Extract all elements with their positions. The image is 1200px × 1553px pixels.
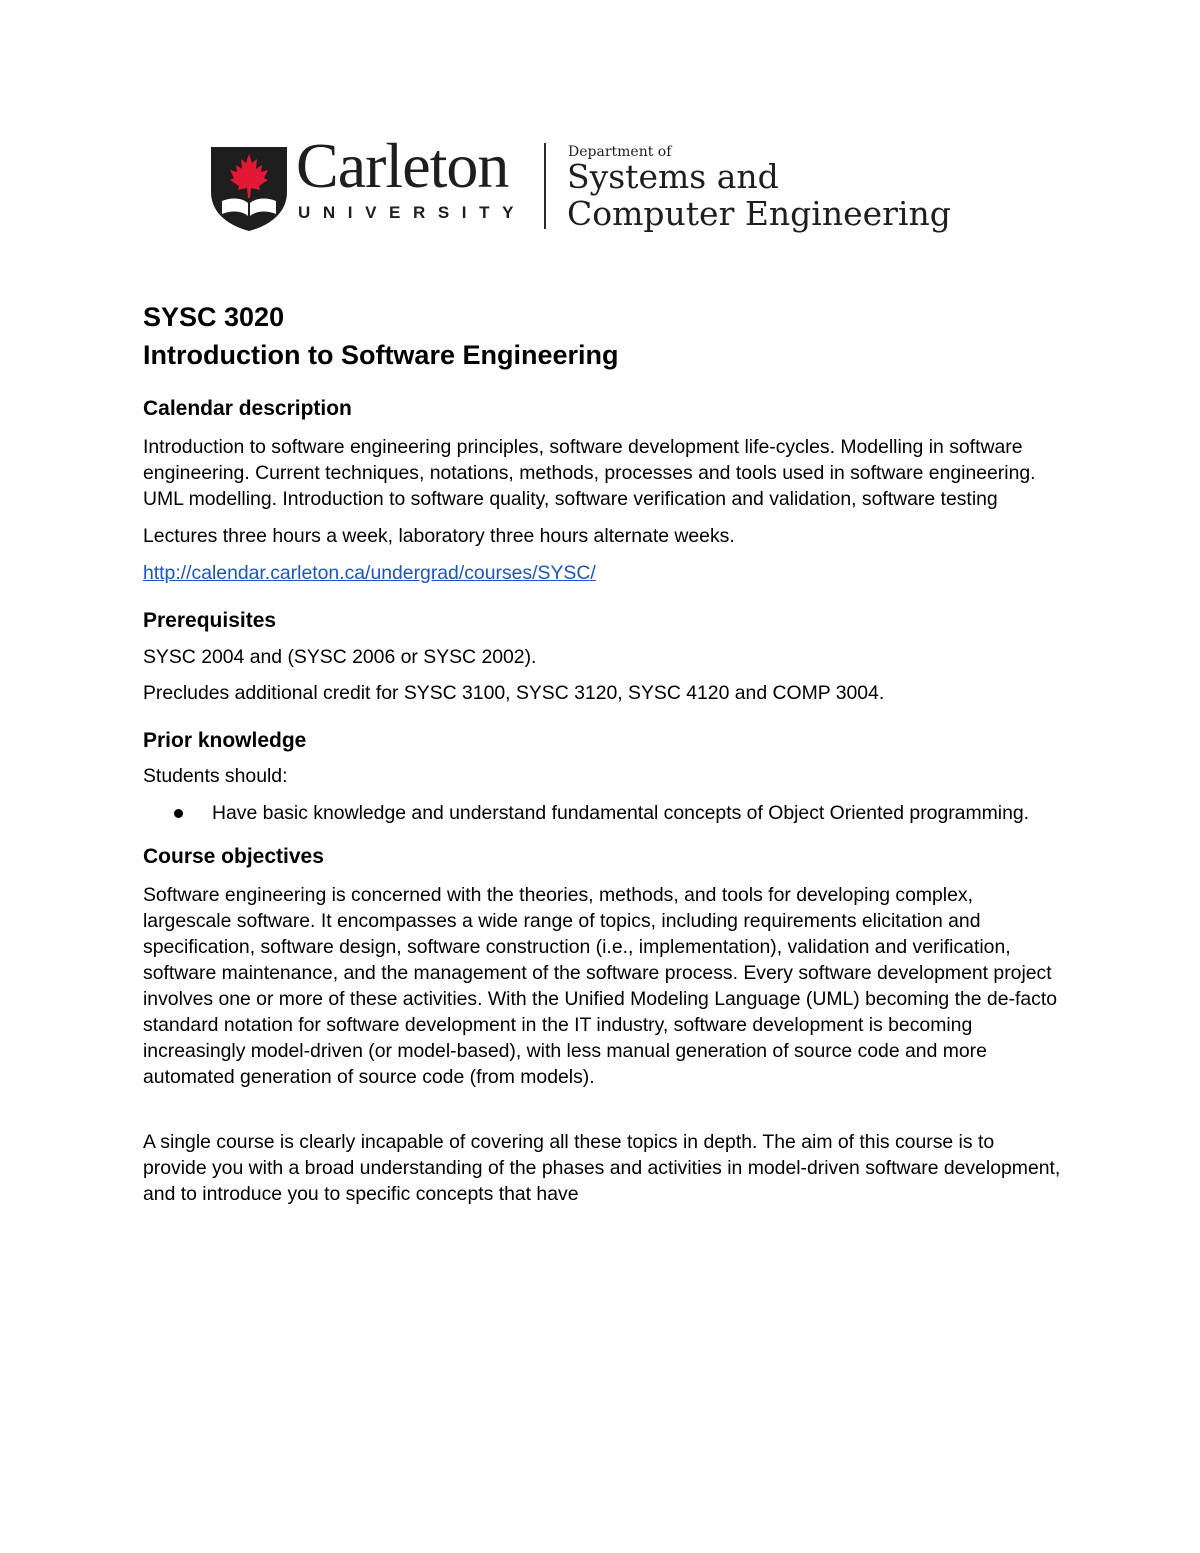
course-objectives-paragraph-2: A single course is clearly incapable of covering all these topics in depth. The aim of this course is to provide you with a broad understanding of the phases and activities in model-driven software development, and to introduce you to specific concepts that have — [143, 1131, 1061, 1206]
carleton-shield-icon — [210, 146, 288, 232]
department-name-line2: Computer Engineering — [567, 194, 951, 233]
calendar-link[interactable]: http://calendar.carleton.ca/undergrad/courses/SYSC/ — [143, 561, 596, 584]
prerequisites-requirement: SYSC 2004 and (SYSC 2006 or SYSC 2002). — [143, 645, 537, 668]
document-body — [143, 298, 1063, 1208]
bullet-icon — [174, 809, 183, 818]
course-objectives-paragraph-1: Software engineering is concerned with the theories, methods, and tools for developing complex, largescale software. It encompasses a wide range of topics, including requirements elicitation and specification, software design, software construction (i.e., implementation), validation and verification, software maintenance, and the management of the software process. Every software development project involves one or more of these activities. With the Unified Modeling Language (UML) becoming the de-facto standard notation for software development in the IT industry, software development is becoming increasingly model-driven (or model-based), with less manual generation of source code and more automated generation of source code (from models). — [143, 884, 1057, 1088]
prior-knowledge-list — [143, 801, 1063, 827]
department-header — [210, 130, 1010, 240]
university-wordmark: Carleton — [296, 130, 509, 201]
calendar-description-heading: Calendar description — [143, 397, 352, 420]
university-subtitle: UNIVERSITY — [298, 203, 527, 222]
prerequisites-precludes: Precludes additional credit for SYSC 3100, SYSC 3120, SYSC 4120 and COMP 3004. — [143, 682, 885, 705]
department-name-line1: Systems and — [567, 157, 779, 196]
prior-knowledge-heading: Prior knowledge — [143, 729, 307, 753]
course-code: SYSC 3020 — [143, 302, 285, 332]
calendar-schedule-text: Lectures three hours a week, laboratory three hours alternate weeks. — [143, 524, 735, 547]
course-objectives-heading: Course objectives — [143, 845, 324, 869]
calendar-link-paragraph — [143, 561, 1063, 587]
prior-knowledge-intro: Students should: — [143, 765, 288, 788]
department-prefix: Department of — [568, 144, 672, 160]
list-item-text: Have basic knowledge and understand fundamental concepts of Object Oriented programming. — [212, 802, 1030, 825]
header-divider — [544, 143, 546, 229]
calendar-description-text: Introduction to software engineering principles, software development life-cycles. Modelling in software engineering. Current techniques, notations, methods, processes and tools used in software engineering. UML modelling. Introduction to software quality, software verification and validation, software testing — [143, 436, 1036, 510]
list-item — [143, 801, 1063, 827]
prerequisites-heading: Prerequisites — [143, 608, 277, 632]
course-title: Introduction to Software Engineering — [143, 340, 619, 370]
